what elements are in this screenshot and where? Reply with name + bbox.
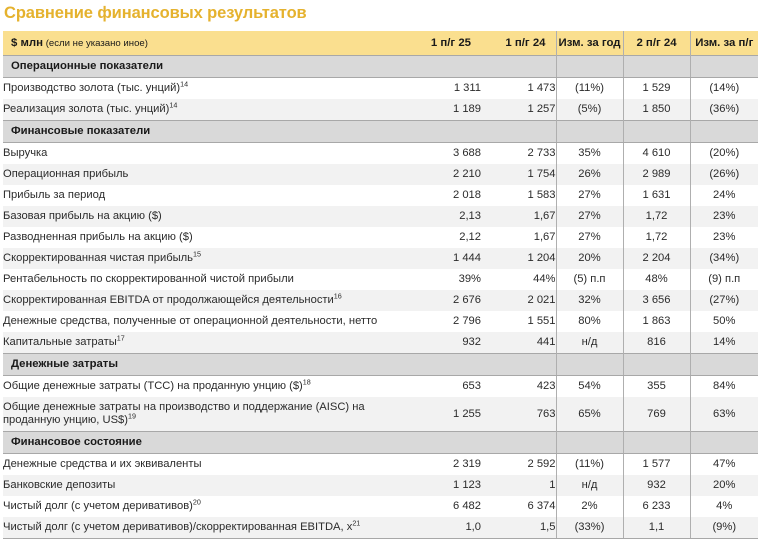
cell-h2-24: 769 xyxy=(623,397,690,432)
header-row xyxy=(3,31,758,56)
cell-h2-24: 6 233 xyxy=(623,496,690,517)
cell-h2-24: 3 656 xyxy=(623,290,690,311)
footnote-marker: 20 xyxy=(192,497,201,507)
financial-comparison-table xyxy=(3,31,758,539)
cell-hoh-change: 63% xyxy=(690,397,758,432)
cell-h1-25: 1,0 xyxy=(403,517,481,539)
section-header-row xyxy=(3,56,758,78)
header-cell-units xyxy=(3,31,403,56)
section-spacer-cell xyxy=(556,56,623,78)
table-row xyxy=(3,376,758,398)
cell-h2-24: 4 610 xyxy=(623,143,690,165)
cell-yoy-change: (11%) xyxy=(556,454,623,476)
footnote-marker: 18 xyxy=(302,377,311,387)
section-spacer-cell xyxy=(403,121,481,143)
cell-yoy-change: 20% xyxy=(556,248,623,269)
section-spacer-cell xyxy=(623,121,690,143)
table-row xyxy=(3,397,758,432)
cell-yoy-change: 80% xyxy=(556,311,623,332)
header-cell-h2-24: 2 п/г 24 xyxy=(623,31,690,56)
cell-h1-25: 2 018 xyxy=(403,185,481,206)
cell-h1-24: 441 xyxy=(481,332,556,354)
table-body xyxy=(3,56,758,539)
table-row xyxy=(3,185,758,206)
section-spacer-cell xyxy=(481,432,556,454)
row-label-операционная-прибыль: Операционная прибыль xyxy=(3,164,403,185)
cell-h1-24: 1 754 xyxy=(481,164,556,185)
cell-h1-24: 6 374 xyxy=(481,496,556,517)
cell-h1-25: 653 xyxy=(403,376,481,398)
cell-h2-24: 816 xyxy=(623,332,690,354)
cell-hoh-change: 84% xyxy=(690,376,758,398)
table-row xyxy=(3,517,758,539)
table-row xyxy=(3,332,758,354)
cell-hoh-change: (26%) xyxy=(690,164,758,185)
row-label-денежные-средства-полученные-от-операцио: Денежные средства, полученные от операционной деятельности, нетто xyxy=(3,311,403,332)
cell-h1-25: 1 189 xyxy=(403,99,481,121)
section-header-row xyxy=(3,432,758,454)
cell-yoy-change: 32% xyxy=(556,290,623,311)
section-spacer-cell xyxy=(623,354,690,376)
footnote-marker: 21 xyxy=(352,518,361,528)
section-spacer-cell xyxy=(403,56,481,78)
cell-h1-24: 1,5 xyxy=(481,517,556,539)
cell-yoy-change: 27% xyxy=(556,227,623,248)
section-spacer-cell xyxy=(481,121,556,143)
section-spacer-cell xyxy=(690,354,758,376)
header-cell-h1-25: 1 п/г 25 xyxy=(403,31,481,56)
row-label-рентабельность-по-скорректированной-чист: Рентабельность по скорректированной чистой прибыли xyxy=(3,269,403,290)
cell-h1-24: 1 551 xyxy=(481,311,556,332)
section-title-финансовое-состояние: Финансовое состояние xyxy=(3,432,403,454)
footnote-marker: 14 xyxy=(169,100,178,110)
section-spacer-cell xyxy=(481,354,556,376)
table-row xyxy=(3,164,758,185)
cell-h1-24: 44% xyxy=(481,269,556,290)
cell-hoh-change: (9%) xyxy=(690,517,758,539)
cell-h1-25: 3 688 xyxy=(403,143,481,165)
cell-h2-24: 932 xyxy=(623,475,690,496)
cell-h1-25: 2,12 xyxy=(403,227,481,248)
header-cell-yoy-change: Изм. за год xyxy=(556,31,623,56)
cell-h1-24: 2 021 xyxy=(481,290,556,311)
cell-hoh-change: 14% xyxy=(690,332,758,354)
cell-h1-25: 1 311 xyxy=(403,78,481,100)
table-row xyxy=(3,496,758,517)
footnote-marker: 19 xyxy=(127,411,136,421)
section-spacer-cell xyxy=(623,432,690,454)
cell-h1-24: 423 xyxy=(481,376,556,398)
section-title-денежные-затраты: Денежные затраты xyxy=(3,354,403,376)
section-spacer-cell xyxy=(690,56,758,78)
table-row xyxy=(3,99,758,121)
cell-h1-25: 2 319 xyxy=(403,454,481,476)
cell-hoh-change: 4% xyxy=(690,496,758,517)
cell-hoh-change: (20%) xyxy=(690,143,758,165)
row-label-производство-золота-тыс-унций: Производство золота (тыс. унций)$^{14}$ xyxy=(3,78,403,100)
cell-yoy-change: (5) п.п xyxy=(556,269,623,290)
table-row xyxy=(3,227,758,248)
cell-h2-24: 2 204 xyxy=(623,248,690,269)
cell-h2-24: 1 863 xyxy=(623,311,690,332)
cell-h2-24: 1,1 xyxy=(623,517,690,539)
cell-hoh-change: 23% xyxy=(690,227,758,248)
section-spacer-cell xyxy=(690,432,758,454)
cell-hoh-change: (14%) xyxy=(690,78,758,100)
row-label-чистый-долг-с-учетом-деривативов: Чистый долг (с учетом деривативов)$^{20}$ xyxy=(3,496,403,517)
header-units-strong: $ млн xyxy=(11,36,44,49)
cell-yoy-change: 54% xyxy=(556,376,623,398)
table-row xyxy=(3,475,758,496)
row-label-скорректированная-ebitda-от-продолжающей: Скорректированная EBITDA от продолжающейся деятельности$^{16}$ xyxy=(3,290,403,311)
cell-h1-24: 1 257 xyxy=(481,99,556,121)
cell-h1-25: 932 xyxy=(403,332,481,354)
header-cell-h1-24: 1 п/г 24 xyxy=(481,31,556,56)
cell-hoh-change: 50% xyxy=(690,311,758,332)
cell-h1-25: 2 210 xyxy=(403,164,481,185)
cell-h1-25: 39% xyxy=(403,269,481,290)
row-label-капитальные-затраты: Капитальные затраты$^{17}$ xyxy=(3,332,403,354)
cell-hoh-change: 23% xyxy=(690,206,758,227)
cell-yoy-change: 65% xyxy=(556,397,623,432)
cell-yoy-change: (5%) xyxy=(556,99,623,121)
cell-h2-24: 1 850 xyxy=(623,99,690,121)
section-spacer-cell xyxy=(403,354,481,376)
cell-h1-24: 2 733 xyxy=(481,143,556,165)
section-spacer-cell xyxy=(403,432,481,454)
cell-h1-25: 6 482 xyxy=(403,496,481,517)
cell-h2-24: 355 xyxy=(623,376,690,398)
section-spacer-cell xyxy=(556,432,623,454)
cell-hoh-change: (34%) xyxy=(690,248,758,269)
cell-h1-24: 1 xyxy=(481,475,556,496)
row-label-выручка: Выручка xyxy=(3,143,403,165)
cell-h2-24: 48% xyxy=(623,269,690,290)
cell-h1-24: 763 xyxy=(481,397,556,432)
footnote-marker: 16 xyxy=(333,291,342,301)
cell-hoh-change: (27%) xyxy=(690,290,758,311)
section-title-финансовые-показатели: Финансовые показатели xyxy=(3,121,403,143)
cell-h1-24: 1,67 xyxy=(481,227,556,248)
row-label-общие-денежные-затраты-tcc-на-проданную-: Общие денежные затраты (TCC) на проданную унцию ($)$^{18}$ xyxy=(3,376,403,398)
row-label-реализация-золота-тыс-унций: Реализация золота (тыс. унций)$^{14}$ xyxy=(3,99,403,121)
cell-h1-25: 2 676 xyxy=(403,290,481,311)
cell-yoy-change: (33%) xyxy=(556,517,623,539)
table-row xyxy=(3,290,758,311)
row-label-чистый-долг-с-учетом-деривативов-скоррек: Чистый долг (с учетом деривативов)/скорректированная EBITDA, $x^{21}$ xyxy=(3,517,403,539)
cell-h1-25: 2,13 xyxy=(403,206,481,227)
cell-h1-24: 1,67 xyxy=(481,206,556,227)
table-row xyxy=(3,78,758,100)
row-label-базовая-прибыль-на-акцию: Базовая прибыль на акцию ($) xyxy=(3,206,403,227)
cell-h2-24: 1 529 xyxy=(623,78,690,100)
row-label-общие-денежные-затраты-на-производство-и: Общие денежные затраты на производство и поддержание (AISC) на проданную унцию, US$)$^{19}$ xyxy=(3,397,403,432)
cell-h1-25: 2 796 xyxy=(403,311,481,332)
table-row xyxy=(3,143,758,165)
cell-yoy-change: 26% xyxy=(556,164,623,185)
section-spacer-cell xyxy=(556,121,623,143)
cell-yoy-change: 27% xyxy=(556,206,623,227)
section-spacer-cell xyxy=(690,121,758,143)
header-cell-hoh-change: Изм. за п/г xyxy=(690,31,758,56)
section-header-row xyxy=(3,121,758,143)
row-label-скорректированная-чистая-прибыль: Скорректированная чистая прибыль$^{15}$ xyxy=(3,248,403,269)
cell-hoh-change: 47% xyxy=(690,454,758,476)
cell-yoy-change: н/д xyxy=(556,332,623,354)
row-label-разводненная-прибыль-на-акцию: Разводненная прибыль на акцию ($) xyxy=(3,227,403,248)
cell-hoh-change: 20% xyxy=(690,475,758,496)
table-row xyxy=(3,311,758,332)
cell-yoy-change: (11%) xyxy=(556,78,623,100)
section-title-операционные-показатели: Операционные показатели xyxy=(3,56,403,78)
section-spacer-cell xyxy=(556,354,623,376)
row-label-банковские-депозиты: Банковские депозиты xyxy=(3,475,403,496)
cell-h1-25: 1 255 xyxy=(403,397,481,432)
cell-hoh-change: (9) п.п xyxy=(690,269,758,290)
cell-yoy-change: 35% xyxy=(556,143,623,165)
cell-h2-24: 1 577 xyxy=(623,454,690,476)
cell-h1-24: 1 583 xyxy=(481,185,556,206)
section-spacer-cell xyxy=(481,56,556,78)
cell-h2-24: 1,72 xyxy=(623,206,690,227)
row-label-денежные-средства-и-их-эквиваленты: Денежные средства и их эквиваленты xyxy=(3,454,403,476)
row-label-прибыль-за-период: Прибыль за период xyxy=(3,185,403,206)
cell-yoy-change: 27% xyxy=(556,185,623,206)
cell-yoy-change: 2% xyxy=(556,496,623,517)
cell-yoy-change: н/д xyxy=(556,475,623,496)
table-row xyxy=(3,454,758,476)
cell-h2-24: 1,72 xyxy=(623,227,690,248)
section-spacer-cell xyxy=(623,56,690,78)
cell-h2-24: 1 631 xyxy=(623,185,690,206)
cell-h2-24: 2 989 xyxy=(623,164,690,185)
table-header xyxy=(3,31,758,56)
cell-h1-24: 1 473 xyxy=(481,78,556,100)
table-row xyxy=(3,248,758,269)
footnote-marker: 17 xyxy=(116,333,125,343)
section-header-row xyxy=(3,354,758,376)
cell-h1-25: 1 123 xyxy=(403,475,481,496)
table-row xyxy=(3,269,758,290)
cell-h1-25: 1 444 xyxy=(403,248,481,269)
page-title: Сравнение финансовых результатов xyxy=(4,4,307,22)
cell-hoh-change: (36%) xyxy=(690,99,758,121)
footnote-marker: 14 xyxy=(180,79,189,89)
header-units-note: (если не указано иное) xyxy=(43,37,148,49)
cell-h1-24: 2 592 xyxy=(481,454,556,476)
cell-h1-24: 1 204 xyxy=(481,248,556,269)
table-row xyxy=(3,206,758,227)
footnote-marker: 15 xyxy=(193,249,202,259)
cell-hoh-change: 24% xyxy=(690,185,758,206)
